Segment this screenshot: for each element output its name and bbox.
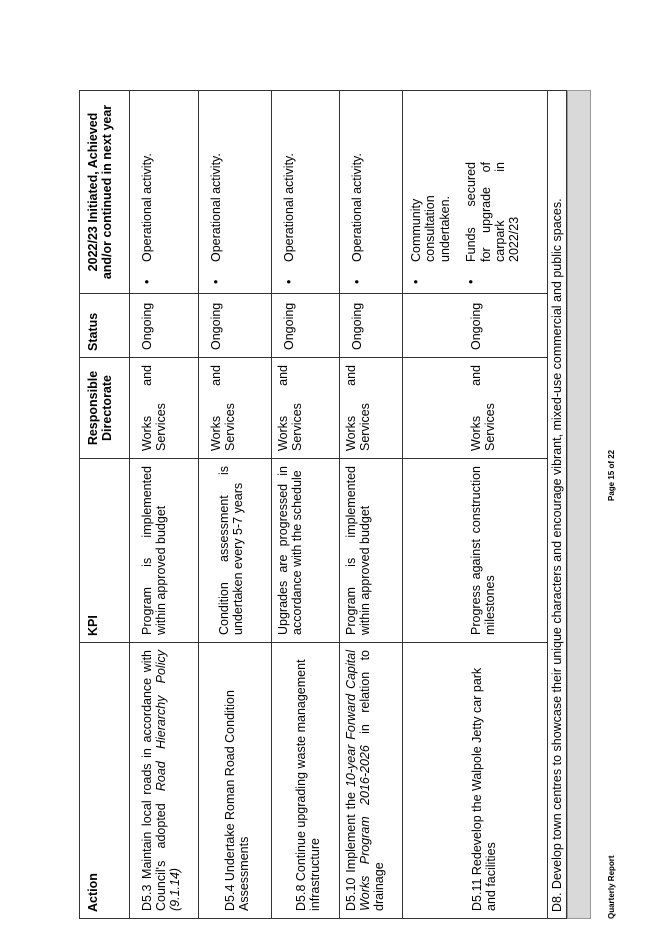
bullet-text: Operational activity.: [140, 153, 154, 262]
status-cell: Ongoing: [199, 293, 271, 357]
shaded-band: [567, 90, 591, 919]
list-item: [350, 98, 364, 284]
bullet-text: Operational activity.: [350, 153, 364, 262]
header-action: Action: [80, 642, 129, 918]
action-text-post: in relation to drainage: [358, 650, 386, 911]
bullet-text: Operational activity.: [209, 153, 223, 262]
bullet-list: [350, 98, 364, 286]
kpi-cell: Condition assessment is undertaken every 5-7 years: [199, 458, 271, 642]
bullet-icon: •: [350, 279, 364, 284]
status-cell: Ongoing: [272, 293, 339, 357]
status-cell: Ongoing: [340, 293, 402, 357]
footer-report-title: Quarterly Report: [607, 855, 616, 919]
kpi-cell: Program is implemented within approved budget: [130, 458, 198, 642]
bullet-icon: •: [464, 279, 479, 284]
initiated-cell: [272, 91, 339, 293]
bullet-text: Operational activity.: [282, 153, 296, 262]
header-kpi: KPI: [80, 458, 129, 642]
action-text: D5.4 Undertake Roman Road Condition Assessments: [223, 690, 251, 911]
responsible-cell: Works and Services: [130, 357, 198, 458]
action-cell: [130, 642, 198, 918]
action-cell: [403, 642, 549, 918]
kpi-cell: Program is implemented within approved budget: [340, 458, 402, 642]
status-cell: Ongoing: [403, 293, 549, 357]
kpi-table: [79, 90, 548, 919]
table-row: [272, 91, 340, 918]
kpi-cell: Progress against construction milestones: [403, 458, 549, 642]
action-italic: 10-year Forward Capital Works Program 2016-2026: [344, 650, 372, 911]
responsible-cell: Works and Services: [340, 357, 402, 458]
bullet-list: [140, 98, 154, 286]
action-italic: Road Hierarchy Policy (9.1.14): [154, 650, 182, 911]
bullet-list: [209, 98, 223, 286]
list-item: [209, 98, 223, 284]
action-cell: [199, 642, 271, 918]
status-cell: Ongoing: [130, 293, 198, 357]
initiated-cell: [340, 91, 402, 293]
list-item: [282, 98, 296, 284]
bullet-icon: •: [140, 279, 154, 284]
action-cell: [272, 642, 339, 918]
table-row: [199, 91, 272, 918]
responsible-cell: Works and Services: [199, 357, 271, 458]
bullet-icon: •: [282, 279, 296, 284]
list-item: [409, 192, 452, 284]
action-text: D5.3 Maintain local roads in accordance with Council's adopted: [140, 650, 168, 911]
responsible-cell: Works and Services: [403, 357, 549, 458]
bullet-icon: •: [209, 279, 223, 284]
table-row: [340, 91, 403, 918]
header-responsible: Responsible Directorate: [80, 357, 129, 458]
bullet-list: [282, 98, 296, 286]
list-item: [464, 162, 522, 284]
initiated-cell: [130, 91, 198, 293]
section-heading: D8. Develop town centres to showcase their unique characters and encourage vibrant, mixed-use commercial and public spaces.: [548, 90, 567, 919]
table-row: [403, 91, 549, 918]
bullet-list: [409, 98, 522, 286]
initiated-cell: [199, 91, 271, 293]
bullet-icon: •: [409, 279, 423, 284]
list-item: [140, 98, 154, 284]
initiated-cell: [403, 91, 549, 293]
bullet-text: Funds secured for upgrade of carpark in 2022/23: [464, 162, 522, 262]
header-status: Status: [80, 293, 129, 357]
kpi-cell: Upgrades are progressed in accordance with the schedule: [272, 458, 339, 642]
bullet-text: Community consultation undertaken.: [409, 195, 452, 262]
footer-page-number: Page 15 of 22: [607, 449, 616, 501]
action-text: D5.8 Continue upgrading waste management infrastructure: [294, 659, 322, 911]
action-text: D5.11 Redevelop the Walpole Jetty car park and facilities: [470, 667, 498, 911]
responsible-cell: Works and Services: [272, 357, 339, 458]
action-cell: [340, 642, 402, 918]
table-header-row: [80, 91, 130, 918]
table-row: [130, 91, 199, 918]
action-text: D5.10 Implement the: [344, 787, 358, 911]
header-initiated: 2022/23 Initiated, Achieved and/or continued in next year: [86, 104, 114, 280]
